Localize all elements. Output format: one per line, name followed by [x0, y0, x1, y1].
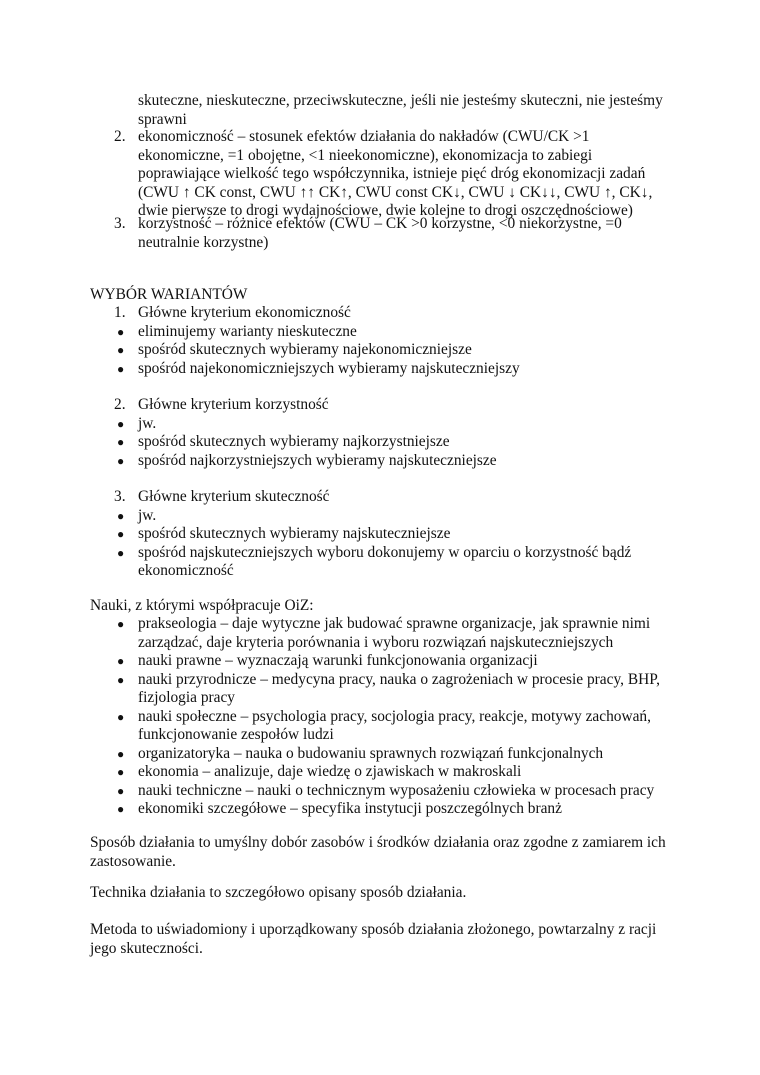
- bullet-icon: ●: [117, 765, 125, 779]
- intro-line: sprawni: [138, 110, 187, 128]
- bullet-text: jw.: [138, 506, 157, 524]
- wybor-group-1: [90, 304, 680, 378]
- bullet-text: eliminujemy warianty nieskuteczne: [138, 322, 357, 340]
- section-heading: Nauki, z którymi współpracuje OiZ:: [90, 597, 314, 614]
- bullet-text: spośród skutecznych wybieramy najekonomiczniejsze: [138, 341, 472, 358]
- bullet-text: spośród najekonomiczniejszych wybieramy najskuteczniejszy: [138, 359, 520, 377]
- paragraph-line: jego skuteczności.: [90, 939, 203, 957]
- list-number: 1.: [114, 304, 126, 321]
- bullet-text: fizjologia pracy: [138, 689, 236, 706]
- bullet-icon: ●: [117, 783, 125, 798]
- bullet-text: ekonomia – analizuje, daje wiedzę o zjawiskach w makroskali: [138, 763, 522, 780]
- paragraph-line: zastosowanie.: [90, 852, 176, 870]
- bullet-text: organizatoryka – nauka o budowaniu sprawnych rozwiązań funkcjonalnych: [138, 744, 604, 762]
- bullet-icon: ●: [117, 416, 125, 431]
- bullet-icon: ●: [117, 343, 125, 357]
- definition-sposob: [90, 834, 680, 871]
- criteria-line: (CWU ↑ CK const, CWU ↑↑ CK↑, CWU const CK↓, CWU ↓ CK↓↓, CWU ↑, CK↓,: [138, 183, 653, 201]
- bullet-icon: ●: [117, 545, 125, 560]
- wybor-group-2: [90, 396, 680, 470]
- criteria-item-korzystnosc: [90, 215, 680, 252]
- bullet-text: spośród skutecznych wybieramy najskuteczniejsze: [138, 525, 451, 542]
- criteria-item-ekonomicznosc: [90, 128, 680, 221]
- list-number: 2.: [114, 396, 126, 413]
- section-heading-nauki: [90, 597, 680, 616]
- bullet-icon: ●: [117, 746, 125, 761]
- criteria-line: ekonomiczność – stosunek efektów działania do nakładów (CWU/CK >1: [138, 128, 590, 145]
- section-heading: WYBÓR WARIANTÓW: [90, 286, 248, 303]
- bullet-icon: ●: [117, 527, 125, 541]
- bullet-text: nauki przyrodnicze – medycyna pracy, nauka o zagrożeniach w procesie pracy, BHP,: [138, 670, 660, 688]
- wybor-group-3: [90, 488, 680, 581]
- bullet-icon: ●: [117, 361, 125, 376]
- bullet-text: jw.: [138, 414, 157, 432]
- bullet-text: nauki prawne – wyznaczają warunki funkcjonowania organizacji: [138, 652, 538, 669]
- definition-technika: [90, 884, 680, 903]
- bullet-text: ekonomiczność: [138, 562, 234, 579]
- list-number: 3.: [114, 215, 126, 232]
- list-number: 2.: [114, 128, 126, 145]
- criteria-line: dwie pierwsze to drogi wydajnościowe, dwie kolejne to drogi oszczędnościowe): [138, 202, 633, 219]
- list-number: 3.: [114, 488, 126, 505]
- bullet-text: spośród skutecznych wybieramy najkorzystniejsze: [138, 433, 450, 450]
- bullet-icon: ●: [117, 802, 125, 816]
- criteria-line: korzystność – różnice efektów (CWU – CK >0 korzystne, <0 niekorzystne, =0: [138, 215, 622, 232]
- paragraph-line: Metoda to uświadomiony i uporządkowany sposób działania złożonego, powtarzalny z racji: [90, 921, 657, 938]
- bullet-text: spośród najkorzystniejszych wybieramy najskuteczniejsze: [138, 451, 497, 469]
- bullet-icon: ●: [117, 453, 125, 468]
- bullet-text: nauki techniczne – nauki o technicznym wyposażeniu człowieka w procesach pracy: [138, 781, 655, 799]
- definition-metoda: [90, 921, 680, 958]
- paragraph-line: Technika działania to szczegółowo opisany sposób działania.: [90, 884, 467, 901]
- bullet-icon: ●: [117, 672, 125, 687]
- bullet-text: spośród najskuteczniejszych wyboru dokonujemy w oparciu o korzystność bądź: [138, 543, 632, 561]
- criteria-line: poprawiające wielkość tego współczynnika, istnieje pięć dróg ekonomizacji zadań: [138, 165, 646, 182]
- intro-line: skuteczne, nieskuteczne, przeciwskuteczne, jeśli nie jesteśmy skuteczni, nie jesteśmy: [138, 92, 663, 109]
- bullet-text: nauki społeczne – psychologia pracy, socjologia pracy, reakcje, motywy zachowań,: [138, 707, 651, 725]
- group-title: Główne kryterium skuteczność: [138, 488, 330, 505]
- criteria-line: ekonomiczne, =1 obojętne, <1 nieekonomiczne), ekonomizacja to zabiegi: [138, 146, 593, 164]
- criteria-line: neutralnie korzystne): [138, 233, 269, 251]
- group-title: Główne kryterium ekonomiczność: [138, 304, 351, 321]
- nauki-list: [90, 615, 680, 819]
- bullet-icon: ●: [117, 617, 125, 631]
- bullet-text: zarządzać, daje kryteria porównania i wyboru rozwiązań najskuteczniejszych: [138, 633, 614, 651]
- intro-continuation: [90, 92, 680, 129]
- paragraph-line: Sposób działania to umyślny dobór zasobów i środków działania oraz zgodne z zamiarem ich: [90, 834, 666, 851]
- bullet-text: prakseologia – daje wytyczne jak budować sprawne organizacje, jak sprawnie nimi: [138, 615, 651, 632]
- bullet-icon: ●: [117, 508, 125, 523]
- bullet-icon: ●: [117, 709, 125, 724]
- bullet-icon: ●: [117, 654, 125, 668]
- bullet-icon: ●: [117, 324, 125, 339]
- bullet-icon: ●: [117, 435, 125, 449]
- bullet-text: funkcjonowanie zespołów ludzi: [138, 726, 334, 743]
- group-title: Główne kryterium korzystność: [138, 396, 329, 413]
- bullet-text: ekonomiki szczegółowe – specyfika instytucji poszczególnych branż: [138, 800, 562, 817]
- section-heading-wybor: [90, 286, 680, 305]
